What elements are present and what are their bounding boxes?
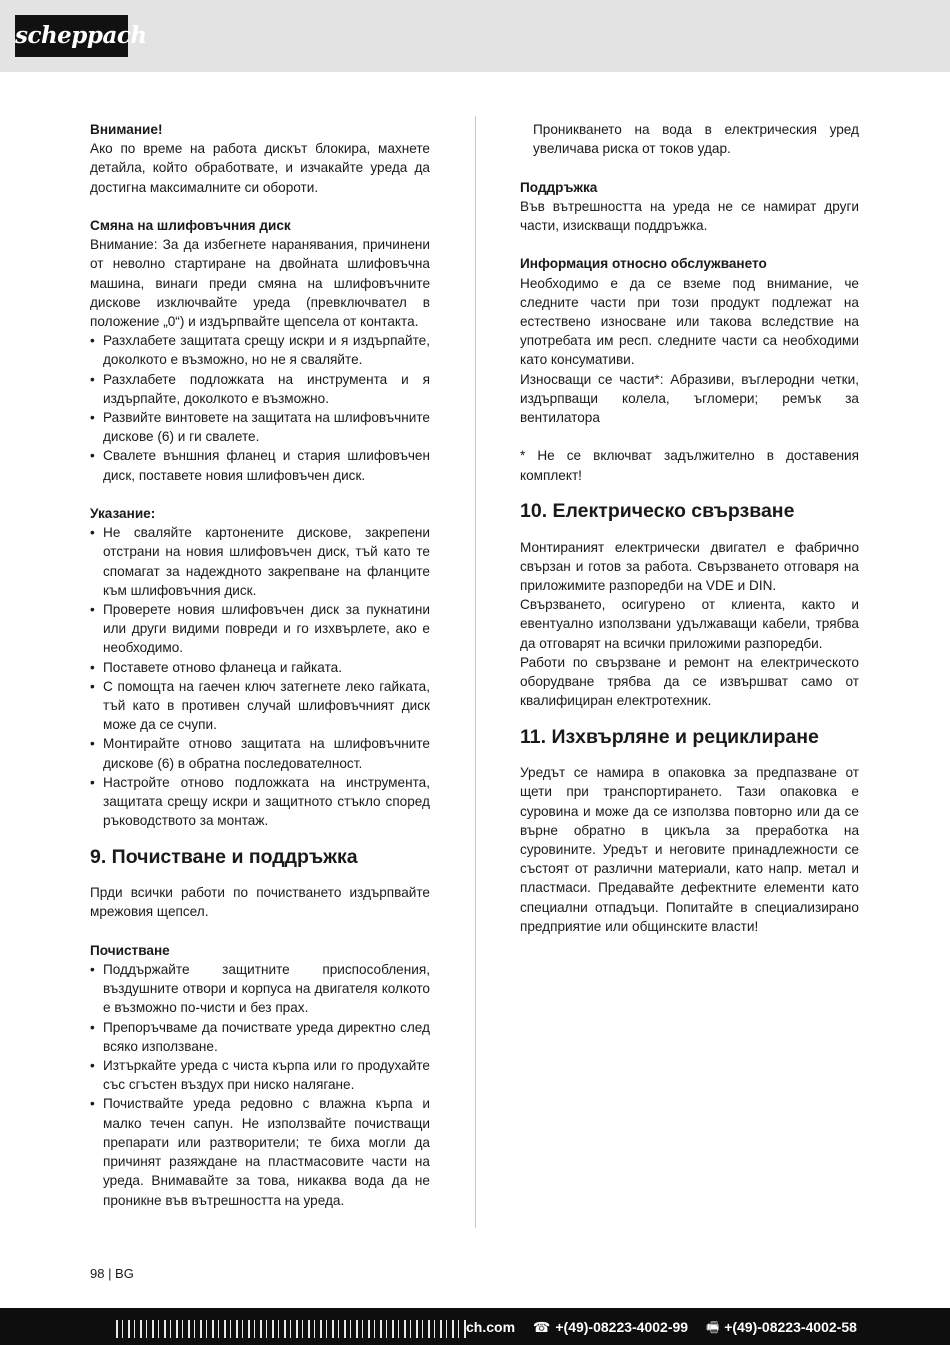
service-title: Информация относно обслужването: [520, 256, 767, 272]
left-column: [90, 120, 430, 1210]
redacted-url-area: [116, 1320, 466, 1338]
list-item: • Не сваляйте картонените дискове, закрепени отстрани на новия шлифовъчен диск, тъй като те спомагат за надеждното закрепване на фланците към шлифовъчния диск.: [90, 523, 430, 600]
section-9-heading: 9. Почистване и поддръжка: [90, 845, 358, 868]
list-item: • Свалете външния фланец и стария шлифовъчен диск, поставете новия шлифовъчен диск.: [90, 446, 430, 484]
section-10-paragraph: Монтираният електрически двигател е фабрично свързан и готов за работа. Свързването отговаря на приложимите разпоредби на VDE и DIN.: [520, 539, 859, 593]
change-disc-text: Внимание: За да избегнете наранявания, причинени от неволно стартиране на двойната шлифовъчна машина, винаги преди смяна на шлифовъчните дискове изключвайте уреда (превключвател в положение „0“) и издърпвайте щепсела от контакта.: [90, 237, 430, 330]
list-item: • С помощта на гаечен ключ затегнете леко гайката, тъй като в противен случай шлифовъчният диск може да се счупи.: [90, 677, 430, 735]
phone-number: +(49)-08223-4002-99: [555, 1319, 689, 1335]
list-item: • Разхлабете подложката на инструмента и я издърпайте, доколкото е възможно.: [90, 370, 430, 408]
change-disc-title: Смяна на шлифовъчния диск: [90, 218, 291, 233]
section-10-heading: 10. Електрическо свързване: [520, 500, 795, 523]
section-11-text: Уредът се намира в опаковка за предпазване от щети при транспортирането. Тази опаковка е суровина и може да се използва повторно или да се върне обратно в цикъла за преработка на суровините. Уредът и неговите принадлежности се състоят от различни материали, като напр. метал и пластмаси. Предавайте дефектните елементи като специални отпадъци. Попитайте в специализирано предприятие или общинските власти!: [520, 765, 859, 934]
change-disc-list: [90, 331, 430, 485]
right-column: [520, 120, 859, 936]
service-text: Необходимо е да се вземе под внимание, че следните части при този продукт подлежат на естествено износване или такова вследствие на употребата им респ. следните части са необходими като консумативи.: [520, 275, 859, 368]
phone-icon: ☎: [532, 1319, 551, 1335]
note-list: [90, 523, 430, 830]
list-item: • Почиствайте уреда редовно с влажна кърпа и малко течен сапун. Не използвайте почистващи препарати или разтворители; те биха могли да причинят разяждане на пластмасовите части на уреда. Внимавайте за това, никаква вода да не проникне във вътрешността на уреда.: [90, 1094, 430, 1209]
list-item: • Изтъркайте уреда с чиста кърпа или го продухайте със сгъстен въздух при ниско налягане.: [90, 1056, 430, 1094]
list-item: • Проверете новия шлифовъчен диск за пукнатини или други видими повреди и го изхвърлете, ако е необходимо.: [90, 600, 430, 658]
column-divider: [475, 116, 476, 1228]
water-warning-text: Проникването на вода в електрическия уред увеличава риска от токов удар.: [533, 122, 859, 157]
list-item: • Развийте винтовете на защитата на шлифовъчните дискове (6) и ги свалете.: [90, 408, 430, 446]
list-item: • Разхлабете защитата срещу искри и я издърпайте, доколкото е възможно, но не я сваляйте.: [90, 331, 430, 369]
brand-logo: scheppach: [15, 15, 128, 57]
section-9-intro: Прди всички работи по почистването издърпвайте мрежовия щепсел.: [90, 885, 430, 920]
maintenance-title: Поддръжка: [520, 179, 598, 195]
fax-icon: 🖷: [705, 1319, 720, 1335]
section-10-paragraph: Работи по свързване и ремонт на електрическото оборудване трябва да се извършват само от квалифициран електротехник.: [520, 654, 859, 709]
list-item: • Монтирайте отново защитата на шлифовъчните дискове (6) в обратна последователност.: [90, 734, 430, 772]
section-11-heading: 11. Изхвърляне и рециклиране: [520, 725, 819, 748]
page-number: 98 | BG: [90, 1266, 134, 1281]
list-item: • Препоръчваме да почиствате уреда директно след всяко използване.: [90, 1018, 430, 1056]
footer-contact: [466, 1317, 871, 1337]
website-text: ch.com: [466, 1319, 516, 1335]
cleaning-title: Почистване: [90, 942, 170, 958]
warning-text: Ако по време на работа дискът блокира, махнете детайла, който обработвате, и изчакайте уреда да достигна максималните си обороти.: [90, 141, 430, 195]
page-footer: [0, 1308, 950, 1345]
footnote: * Не се включват задължително в доставения комплект!: [520, 448, 859, 483]
warning-title: Внимание!: [90, 122, 163, 137]
page-header: [0, 0, 950, 72]
maintenance-text: Във вътрешността на уреда не се намират други части, изискващи поддръжка.: [520, 198, 859, 233]
list-item: • Поставете отново фланеца и гайката.: [90, 658, 430, 677]
section-10-paragraph: Свързването, осигурено от клиента, както и евентуално използвани удължаващи кабели, трябва да отговарят на всички приложими разпоредби.: [520, 597, 859, 651]
wear-parts-text: Износващи се части*: Абразиви, въглеродни четки, издърпващи колела, ъгломери; ремък за вентилатора: [520, 371, 859, 426]
list-item: • Настройте отново подложката на инструмента, защитата срещу искри и защитното стъкло според ръководството за монтаж.: [90, 773, 430, 831]
note-title: Указание:: [90, 506, 156, 522]
fax-number: +(49)-08223-4002-58: [724, 1319, 857, 1335]
list-item: • Поддържайте защитните приспособления, въздушните отвори и корпуса на двигателя колкото е възможно по-чисти и без прах.: [90, 960, 430, 1018]
cleaning-list: [90, 960, 430, 1210]
